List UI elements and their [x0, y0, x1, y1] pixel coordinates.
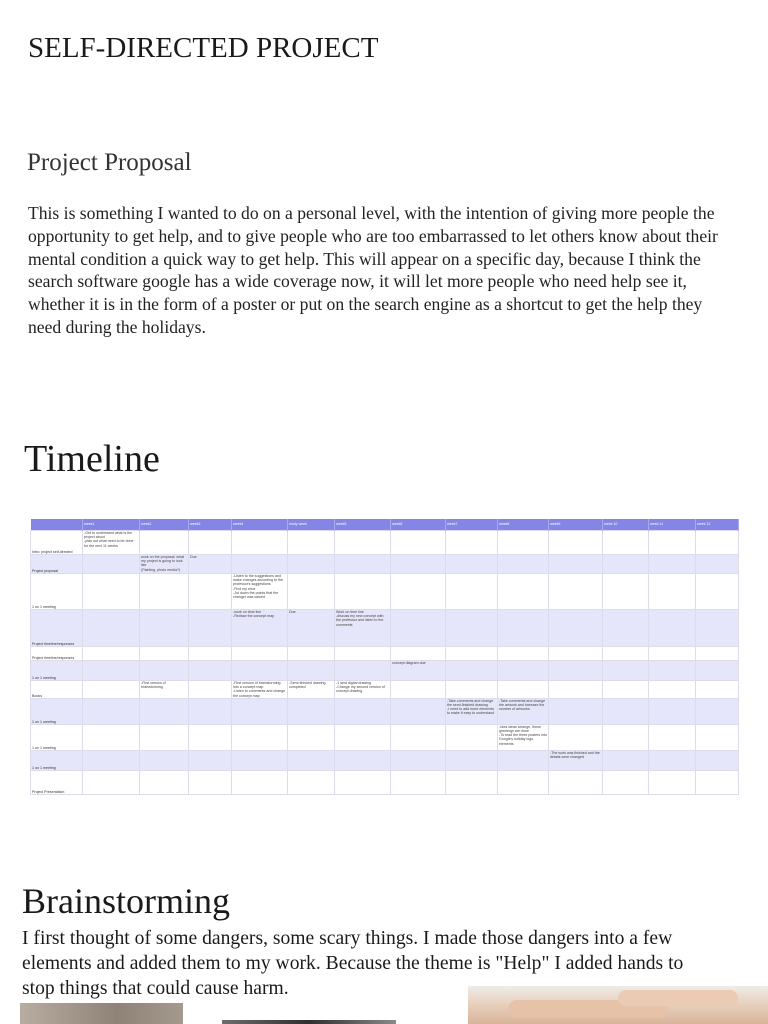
- timeline-cell: [603, 610, 649, 647]
- timeline-cell: [288, 770, 335, 794]
- timeline-cell: [391, 531, 446, 555]
- timeline-cell: [140, 770, 189, 794]
- timeline-cell: [288, 661, 335, 681]
- timeline-cell: [83, 750, 140, 770]
- timeline-cell: [140, 610, 189, 647]
- timeline-cell: [446, 531, 498, 555]
- timeline-task-cell: 1 on 1 meeting: [31, 661, 83, 681]
- timeline-cell: [549, 661, 603, 681]
- timeline-row: [31, 698, 739, 724]
- timeline-cell: [140, 647, 189, 661]
- timeline-cell: [446, 770, 498, 794]
- timeline-cell: [232, 661, 288, 681]
- timeline-cell: [649, 681, 696, 699]
- timeline-cell: [649, 770, 696, 794]
- timeline-cell: Due: [189, 555, 232, 574]
- timeline-cell: [232, 770, 288, 794]
- timeline-cell: [391, 610, 446, 647]
- timeline-cell: [189, 531, 232, 555]
- timeline-row: [31, 555, 739, 574]
- timeline-cell: [189, 698, 232, 724]
- timeline-cell: Due: [288, 610, 335, 647]
- timeline-cell: [549, 681, 603, 699]
- timeline-cell: [189, 724, 232, 750]
- timeline-col-header: week5: [335, 519, 391, 531]
- timeline-cell: [83, 647, 140, 661]
- section-subtitle: Project Proposal: [27, 149, 192, 176]
- timeline-row: [31, 770, 739, 794]
- timeline-cell: [189, 574, 232, 610]
- timeline-cell: [603, 647, 649, 661]
- timeline-cell: [140, 531, 189, 555]
- timeline-cell: [549, 770, 603, 794]
- timeline-cell: [549, 647, 603, 661]
- timeline-header-row: [31, 519, 739, 531]
- timeline-cell: [603, 531, 649, 555]
- timeline-cell: [335, 555, 391, 574]
- timeline-cell: [549, 555, 603, 574]
- timeline-task-cell: 1 on 1 meeting: [31, 698, 83, 724]
- timeline-col-header: study week: [288, 519, 335, 531]
- brainstorm-photo-left: [20, 1003, 183, 1024]
- timeline-cell: [140, 661, 189, 681]
- brainstorm-photo-middle: [222, 1020, 396, 1024]
- timeline-cell: [498, 750, 549, 770]
- timeline-row: [31, 610, 739, 647]
- timeline-table: [30, 519, 739, 795]
- timeline-cell: [603, 555, 649, 574]
- timeline-row: [31, 724, 739, 750]
- timeline-task-cell: Project Presentation: [31, 770, 83, 794]
- timeline-cell: -The work was finished and the details were changed: [549, 750, 603, 770]
- timeline-cell: [603, 770, 649, 794]
- timeline-col-header: week7: [446, 519, 498, 531]
- timeline-cell: [649, 750, 696, 770]
- timeline-task-cell: 1 on 1 meeting: [31, 574, 83, 610]
- timeline-row: [31, 681, 739, 699]
- timeline-cell: -Get to understand what is the project about -plan out what need to be done for the next 11 weeks: [83, 531, 140, 555]
- timeline-cell: [189, 647, 232, 661]
- timeline-cell: [649, 531, 696, 555]
- timeline-cell: [446, 647, 498, 661]
- timeline-cell: [83, 681, 140, 699]
- timeline-cell: [391, 681, 446, 699]
- timeline-cell: [498, 661, 549, 681]
- timeline-cell: [649, 661, 696, 681]
- timeline-cell: [498, 681, 549, 699]
- timeline-cell: [232, 750, 288, 770]
- timeline-cell: [288, 750, 335, 770]
- timeline-cell: [288, 555, 335, 574]
- timeline-col-header: week 12: [696, 519, 739, 531]
- timeline-cell: [696, 661, 739, 681]
- timeline-cell: [649, 574, 696, 610]
- timeline-cell: [232, 724, 288, 750]
- timeline-row: [31, 661, 739, 681]
- timeline-col-header: week8: [498, 519, 549, 531]
- timeline-cell: concept diagram due: [391, 661, 446, 681]
- timeline-cell: work on the proposal, what my project is going to look like (Painting, photo media?): [140, 555, 189, 574]
- timeline-col-header: week2: [140, 519, 189, 531]
- timeline-cell: [391, 724, 446, 750]
- timeline-cell: [649, 698, 696, 724]
- timeline-cell: [140, 724, 189, 750]
- timeline-cell: [549, 574, 603, 610]
- timeline-cell: [83, 698, 140, 724]
- timeline-cell: -Semi-finished drawing completed: [288, 681, 335, 699]
- timeline-cell: -1 sent digital drawing -Change my second version of concept drawing: [335, 681, 391, 699]
- timeline-cell: [83, 574, 140, 610]
- timeline-cell: [83, 661, 140, 681]
- timeline-cell: [189, 661, 232, 681]
- timeline-cell: [83, 555, 140, 574]
- timeline-cell: [446, 681, 498, 699]
- timeline-cell: [335, 770, 391, 794]
- timeline-cell: [288, 698, 335, 724]
- timeline-cell: [649, 724, 696, 750]
- timeline-cell: [696, 681, 739, 699]
- timeline-cell: [335, 698, 391, 724]
- timeline-cell: -First version of brainstorming: [140, 681, 189, 699]
- timeline-cell: [83, 770, 140, 794]
- timeline-cell: [189, 750, 232, 770]
- timeline-cell: [391, 750, 446, 770]
- timeline-cell: [140, 574, 189, 610]
- timeline-task-cell: Project timeline/responses: [31, 610, 83, 647]
- timeline-cell: [649, 610, 696, 647]
- timeline-cell: [335, 724, 391, 750]
- timeline-cell: [189, 770, 232, 794]
- timeline-cell: [391, 574, 446, 610]
- timeline-cell: [232, 531, 288, 555]
- timeline-col-header: week1: [83, 519, 140, 531]
- timeline-cell: [335, 647, 391, 661]
- timeline-cell: [232, 555, 288, 574]
- brainstorming-paragraph: I first thought of some dangers, some scary things. I made those dangers into a few elements and added them to my work. Because the theme is "Help" I added hands to stop things that could cause harm.: [22, 928, 684, 999]
- timeline-cell: [603, 574, 649, 610]
- timeline-col-header: week 11: [649, 519, 696, 531]
- timeline-cell: [549, 610, 603, 647]
- timeline-cell: [335, 574, 391, 610]
- timeline-cell: [189, 681, 232, 699]
- timeline-cell: [232, 698, 288, 724]
- timeline-task-cell: Project proposal: [31, 555, 83, 574]
- timeline-col-header: week4: [232, 519, 288, 531]
- timeline-task-cell: Intro: project self-directed: [31, 531, 83, 555]
- timeline-task-cell: Project timeline/responses: [31, 647, 83, 661]
- timeline-cell: [603, 698, 649, 724]
- timeline-cell: [232, 647, 288, 661]
- timeline-cell: [140, 698, 189, 724]
- timeline-cell: [696, 698, 739, 724]
- timeline-cell: Work on time line -discuss my new concept with the professor and listen to the comments: [335, 610, 391, 647]
- timeline-cell: [649, 555, 696, 574]
- timeline-cell: [696, 750, 739, 770]
- timeline-cell: [696, 724, 739, 750]
- timeline-cell: [696, 574, 739, 610]
- timeline-cell: -Take comments and change the semi-finished drawing -I need to add more elements to make it easy to understand: [446, 698, 498, 724]
- timeline-task-cell: Books: [31, 681, 83, 699]
- timeline-col-header: [31, 519, 83, 531]
- finger-shape: [618, 990, 738, 1006]
- timeline-cell: -Take comments and change the artwork and increase the number of artworks: [498, 698, 549, 724]
- timeline-cell: [335, 531, 391, 555]
- timeline-row: [31, 647, 739, 661]
- timeline-cell: [603, 681, 649, 699]
- timeline-task-cell: 1 on 1 meeting: [31, 724, 83, 750]
- timeline-cell: [288, 531, 335, 555]
- timeline-row: [31, 531, 739, 555]
- timeline-cell: [696, 555, 739, 574]
- timeline-cell: [83, 610, 140, 647]
- timeline-col-header: week6: [391, 519, 446, 531]
- timeline-cell: [446, 750, 498, 770]
- timeline-cell: [603, 750, 649, 770]
- timeline-cell: [549, 724, 603, 750]
- timeline-cell: [446, 610, 498, 647]
- timeline-cell: [335, 661, 391, 681]
- timeline-cell: -Idea ideas arrange, these greetings are done -To read the three posters into Google's holiday logo elements: [498, 724, 549, 750]
- timeline-cell: [288, 724, 335, 750]
- brainstorming-heading: Brainstorming: [22, 881, 230, 921]
- timeline-cell: [391, 770, 446, 794]
- timeline-body: [31, 531, 739, 795]
- timeline-cell: [446, 724, 498, 750]
- timeline-cell: [603, 661, 649, 681]
- timeline-col-header: week3: [189, 519, 232, 531]
- timeline-cell: [391, 647, 446, 661]
- timeline-cell: [696, 610, 739, 647]
- timeline-cell: [498, 610, 549, 647]
- timeline-task-cell: 1 on 1 meeting: [31, 750, 83, 770]
- timeline-cell: [696, 531, 739, 555]
- timeline-cell: [549, 698, 603, 724]
- timeline-cell: [288, 647, 335, 661]
- timeline-cell: [189, 610, 232, 647]
- timeline-cell: [498, 647, 549, 661]
- timeline-cell: -work on time line -Redraw the concept map: [232, 610, 288, 647]
- timeline-cell: [649, 647, 696, 661]
- timeline-cell: [498, 574, 549, 610]
- timeline-cell: [391, 555, 446, 574]
- hand-photo: [468, 986, 768, 1024]
- timeline-cell: -First version of brainstorming into a concept map -Listen to comments and change the concept map: [232, 681, 288, 699]
- timeline-cell: [391, 698, 446, 724]
- timeline-cell: [498, 531, 549, 555]
- timeline-col-header: week 10: [603, 519, 649, 531]
- timeline-heading: Timeline: [24, 438, 160, 480]
- timeline-cell: [83, 724, 140, 750]
- timeline-cell: [288, 574, 335, 610]
- timeline-cell: [696, 770, 739, 794]
- timeline-cell: [603, 724, 649, 750]
- timeline-cell: [446, 574, 498, 610]
- proposal-paragraph: This is something I wanted to do on a personal level, with the intention of giving more people the opportunity to get help, and to give people who are too embarrassed to let others know about their mental condition a quick way to get help. This will appear on a specific day, because I think the search software google has a wide coverage now, it will let more people who need help see it, whether it is in the form of a poster or put on the search engine as a shortcut to get the help they need during the holidays.: [28, 203, 718, 337]
- timeline-col-header: week9: [549, 519, 603, 531]
- timeline-row: [31, 574, 739, 610]
- timeline-cell: [140, 750, 189, 770]
- timeline-cell: [549, 531, 603, 555]
- page-title: SELF-DIRECTED PROJECT: [28, 32, 379, 64]
- timeline-cell: [335, 750, 391, 770]
- timeline-row: [31, 750, 739, 770]
- timeline-cell: [446, 661, 498, 681]
- timeline-cell: [498, 770, 549, 794]
- timeline-cell: [498, 555, 549, 574]
- timeline-cell: -Listen to the suggestions and make changes according to the professor's suggestions -Find my error -Jot down the points that the changer was valued: [232, 574, 288, 610]
- timeline-cell: [696, 647, 739, 661]
- timeline-cell: [446, 555, 498, 574]
